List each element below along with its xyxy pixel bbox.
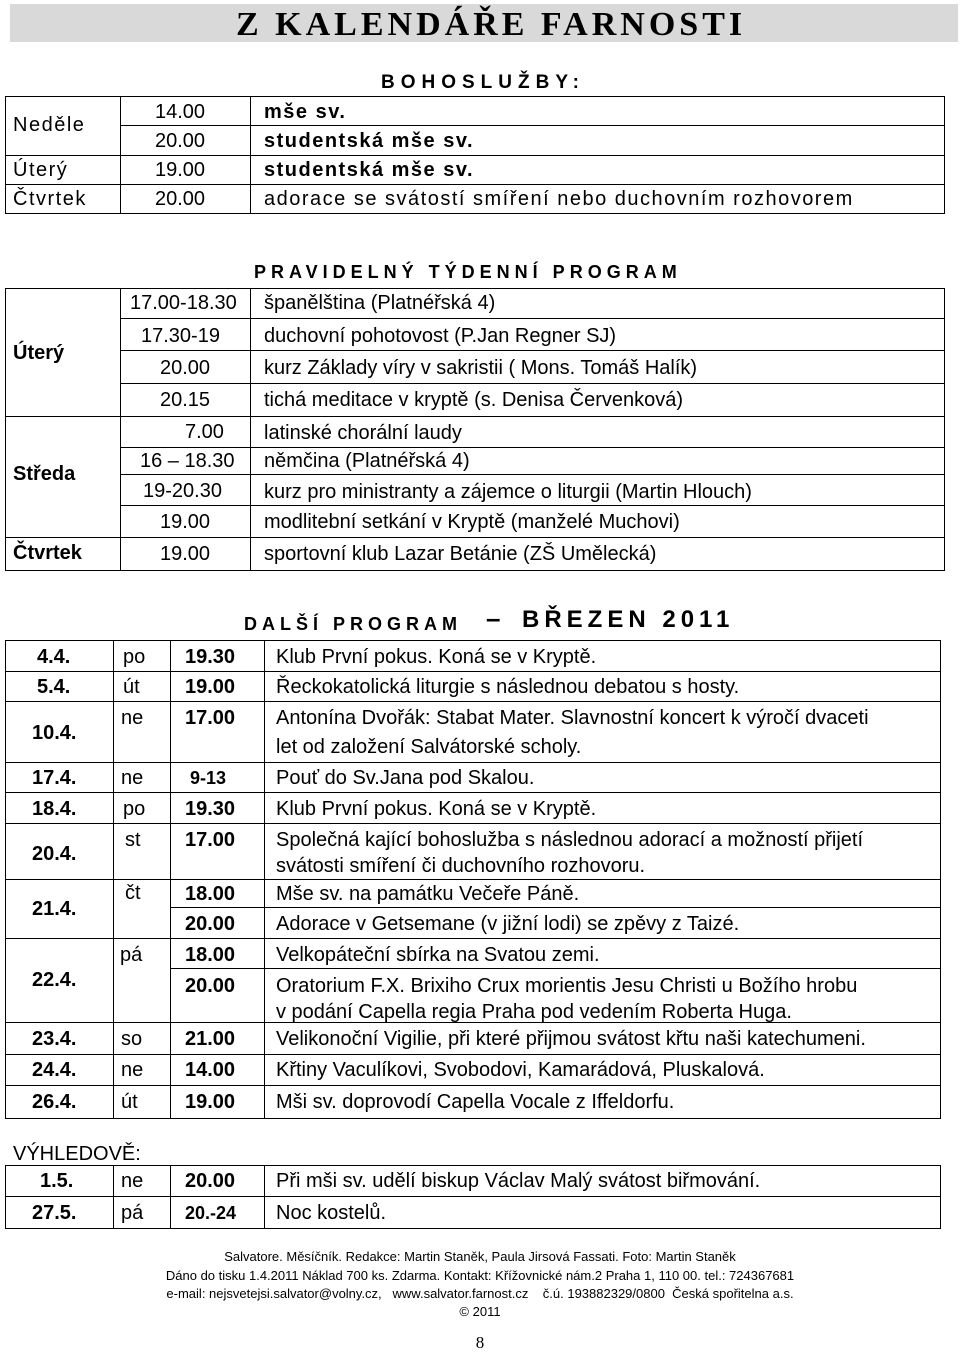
weekly-time: 20.00 [160, 357, 211, 379]
event-date: 26.4. [32, 1091, 77, 1113]
further-heading: DALŠÍ PROGRAM [244, 614, 462, 634]
event-time: 14.00 [185, 1059, 236, 1081]
event-text: Křtiny Vaculíkovi, Svobodovi, Kamarádová, Pluskalová. [276, 1059, 765, 1081]
event-day: po [123, 798, 146, 820]
event-date: 21.4. [32, 898, 77, 920]
event-time: 20.00 [185, 975, 236, 997]
outlook-heading: VÝHLEDOVĚ: [13, 1143, 141, 1165]
event-text: Oratorium F.X. Brixiho Crux morientis Jesu Christi u Božího hrobu [276, 975, 858, 997]
service-event: studentská mše sv. [264, 159, 475, 181]
weekly-time: 20.15 [160, 389, 211, 411]
weekly-time: 7.00 [185, 421, 224, 443]
day-label: Úterý [13, 159, 69, 181]
services-heading: BOHOSLUŽBY: [381, 72, 585, 93]
event-time: 20.00 [185, 1170, 236, 1192]
event-time: 19.30 [185, 798, 236, 820]
footer-line: Dáno do tisku 1.4.2011 Náklad 700 ks. Zdarma. Kontakt: Křížovnické nám.2 Praha 1, 110 00. tel.: 724367681 [165, 1268, 795, 1283]
event-time: 18.00 [185, 944, 236, 966]
event-day: pá [120, 944, 143, 966]
footer-copyright: © 2011 [459, 1304, 501, 1319]
weekly-event: španělština (Platnéřská 4) [264, 292, 496, 314]
event-text: Řeckokatolická liturgie s následnou debatou s hosty. [276, 676, 740, 698]
event-day: st [125, 829, 141, 851]
event-text: Velikonoční Vigilie, při které přijmou svátost křtu naši katechumeni. [276, 1028, 866, 1050]
event-text: Mše sv. na památku Večeře Páně. [276, 883, 580, 905]
further-month: BŘEZEN 2011 [522, 606, 735, 633]
weekly-time: 17.00-18.30 [130, 292, 237, 314]
event-date: 22.4. [32, 969, 77, 991]
event-time: 19.00 [185, 676, 236, 698]
service-time: 20.00 [155, 130, 206, 152]
event-text: Při mši sv. udělí biskup Václav Malý svátost biřmování. [276, 1170, 761, 1192]
event-date: 18.4. [32, 798, 77, 820]
event-day: ne [121, 707, 144, 729]
event-date: 4.4. [37, 646, 71, 668]
service-time: 14.00 [155, 101, 206, 123]
weekly-event: latinské chorální laudy [264, 422, 462, 444]
event-text: svátosti smíření či duchovního rozhovoru. [276, 855, 646, 877]
event-day: pá [121, 1202, 144, 1224]
weekly-time: 17.30-19 [141, 325, 220, 347]
weekly-time: 19.00 [160, 543, 211, 565]
event-date: 5.4. [37, 676, 71, 698]
event-text: let od založení Salvátorské scholy. [276, 736, 582, 758]
event-text: Klub První pokus. Koná se v Kryptě. [276, 646, 597, 668]
event-time: 17.00 [185, 707, 236, 729]
weekly-event: tichá meditace v kryptě (s. Denisa Červenková) [264, 389, 684, 411]
event-text: v podání Capella regia Praha pod vedením Roberta Huga. [276, 1001, 792, 1023]
event-day: so [121, 1028, 143, 1050]
event-date: 10.4. [32, 722, 77, 744]
event-text: Adorace v Getsemane (v jižní lodi) se zpěvy z Taizé. [276, 913, 740, 935]
event-date: 20.4. [32, 843, 77, 865]
event-time: 18.00 [185, 883, 236, 905]
event-time: 9-13 [190, 768, 227, 788]
weekly-event: duchovní pohotovost (P.Jan Regner SJ) [264, 325, 617, 347]
weekly-heading: PRAVIDELNÝ TÝDENNÍ PROGRAM [254, 262, 682, 282]
event-day: út [121, 1091, 138, 1113]
page-title: Z KALENDÁŘE FARNOSTI [236, 6, 747, 43]
page-number: 8 [475, 1333, 485, 1352]
event-text: Klub První pokus. Koná se v Kryptě. [276, 798, 597, 820]
event-text: Pouť do Sv.Jana pod Skalou. [276, 767, 535, 789]
weekly-event: modlitební setkání v Kryptě (manželé Muchovi) [264, 511, 680, 533]
event-text: Antonína Dvořák: Stabat Mater. Slavnostní koncert k výročí dvaceti [276, 707, 869, 729]
event-date: 24.4. [32, 1059, 77, 1081]
event-date: 23.4. [32, 1028, 77, 1050]
event-time: 19.00 [185, 1091, 236, 1113]
event-time: 19.30 [185, 646, 236, 668]
day-label: Středa [13, 463, 76, 485]
event-text: Velkopáteční sbírka na Svatou zemi. [276, 944, 600, 966]
weekly-event: sportovní klub Lazar Betánie (ZŠ Umělecká) [264, 543, 657, 565]
footer-line: e-mail: nejsvetejsi.salvator@volny.cz, www.salvator.farnost.cz č.ú. 193882329/0800 Česká spořitelna a.s. [166, 1286, 794, 1301]
footer-line: Salvatore. Měsíčník. Redakce: Martin Staněk, Paula Jirsová Fassati. Foto: Martin Staněk [224, 1249, 736, 1264]
event-day: ne [121, 1059, 144, 1081]
event-day: út [123, 676, 140, 698]
event-text: Mši sv. doprovodí Capella Vocale z Iffeldorfu. [276, 1091, 675, 1113]
event-day: čt [125, 882, 141, 904]
service-event: mše sv. [264, 101, 347, 123]
service-time: 19.00 [155, 159, 206, 181]
day-label: Úterý [13, 342, 65, 364]
weekly-event: němčina (Platnéřská 4) [264, 450, 470, 472]
weekly-time: 19-20.30 [143, 480, 222, 502]
event-date: 27.5. [32, 1202, 77, 1224]
service-event: adorace se svátostí smíření nebo duchovním rozhovorem [264, 188, 854, 210]
day-label: Čtvrtek [13, 542, 82, 564]
service-event: studentská mše sv. [264, 130, 475, 152]
event-date: 17.4. [32, 767, 77, 789]
event-day: po [123, 646, 146, 668]
weekly-event: kurz pro ministranty a zájemce o liturgii (Martin Hlouch) [264, 481, 752, 503]
weekly-event: kurz Základy víry v sakristii ( Mons. Tomáš Halík) [264, 357, 698, 379]
event-time: 20.00 [185, 913, 236, 935]
event-day: ne [121, 1170, 144, 1192]
event-time: 17.00 [185, 829, 236, 851]
day-label: Neděle [13, 114, 86, 136]
event-time: 20.-24 [185, 1203, 237, 1223]
heading-dash: – [486, 603, 501, 633]
event-day: ne [121, 767, 144, 789]
weekly-time: 16 – 18.30 [140, 450, 235, 472]
day-label: Čtvrtek [13, 188, 87, 210]
weekly-time: 19.00 [160, 511, 211, 533]
event-time: 21.00 [185, 1028, 236, 1050]
event-text: Společná kající bohoslužba s následnou adorací a možností přijetí [276, 829, 864, 851]
event-date: 1.5. [40, 1170, 74, 1192]
event-text: Noc kostelů. [276, 1202, 387, 1224]
service-time: 20.00 [155, 188, 206, 210]
